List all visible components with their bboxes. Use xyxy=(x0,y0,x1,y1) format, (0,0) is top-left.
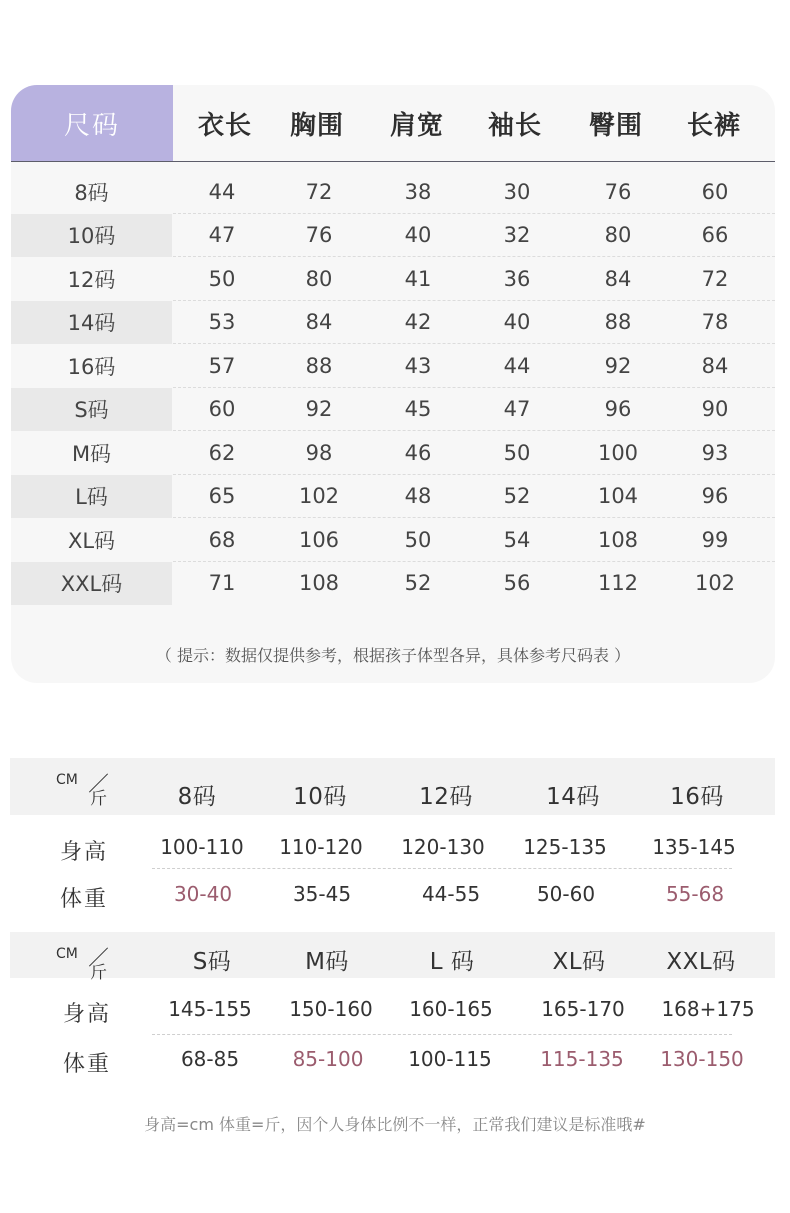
height-range: 150-160 xyxy=(289,997,373,1021)
height-range: 110-120 xyxy=(279,835,363,859)
weight-range: 44-55 xyxy=(421,882,481,906)
measurement-cell: 99 xyxy=(701,527,729,552)
measurement-cell: 80 xyxy=(305,266,333,291)
unit-jin-label: 斤 xyxy=(90,789,107,809)
weight-range: 130-150 xyxy=(660,1047,744,1071)
size-label: 8码 xyxy=(177,784,217,810)
table-row xyxy=(11,562,775,606)
measurement-cell: 84 xyxy=(305,310,333,335)
measurement-cell: 50 xyxy=(404,527,432,552)
measurement-cell: 104 xyxy=(597,484,639,509)
size-table-body xyxy=(11,170,775,605)
size-cell: 12码 xyxy=(67,267,116,292)
size-label: M码 xyxy=(305,949,349,975)
table-row xyxy=(11,475,775,519)
table-row xyxy=(11,214,775,258)
measurement-cell: 40 xyxy=(503,310,531,335)
size-label: 14码 xyxy=(546,784,600,810)
measurement-cell: 40 xyxy=(404,223,432,248)
measurement-cell: 102 xyxy=(694,571,736,596)
weight-range: 50-60 xyxy=(536,882,596,906)
measurement-cell: 46 xyxy=(404,440,432,465)
height-range: 160-165 xyxy=(409,997,493,1021)
weight-range: 100-115 xyxy=(408,1047,492,1071)
measurement-cell: 41 xyxy=(404,266,432,291)
measurement-cell: 65 xyxy=(208,484,236,509)
unit-jin-label: 斤 xyxy=(90,963,107,983)
measurement-cell: 32 xyxy=(503,223,531,248)
size-cell: M码 xyxy=(71,441,112,466)
size-cell: 8码 xyxy=(74,180,109,205)
measurement-cell: 96 xyxy=(701,484,729,509)
measurement-cell: 102 xyxy=(298,484,340,509)
measurement-cell: 60 xyxy=(208,397,236,422)
column-header-length: 衣长 xyxy=(197,110,252,141)
size-cell: XL码 xyxy=(67,528,116,553)
table-row xyxy=(11,518,775,562)
measurement-cell: 62 xyxy=(208,440,236,465)
measurement-cell: 38 xyxy=(404,179,432,204)
measurement-cell: 50 xyxy=(208,266,236,291)
weight-range: 55-68 xyxy=(665,882,725,906)
column-header-sleeve: 袖长 xyxy=(487,110,542,141)
weight-range: 35-45 xyxy=(292,882,352,906)
measurement-cell: 96 xyxy=(604,397,632,422)
measurement-cell: 43 xyxy=(404,353,432,378)
measurement-cell: 66 xyxy=(701,223,729,248)
measurement-cell: 100 xyxy=(597,440,639,465)
measurement-cell: 78 xyxy=(701,310,729,335)
measurement-cell: 76 xyxy=(604,179,632,204)
weight-range: 115-135 xyxy=(540,1047,624,1071)
column-header-pants: 长裤 xyxy=(686,110,741,141)
measurement-cell: 45 xyxy=(404,397,432,422)
measurement-cell: 52 xyxy=(404,571,432,596)
height-label: 身高 xyxy=(60,840,109,865)
size-cell: 14码 xyxy=(11,301,172,345)
column-header-hip: 臀围 xyxy=(588,110,643,141)
measurement-cell: 44 xyxy=(503,353,531,378)
table-row xyxy=(11,388,775,432)
size-cell: 16码 xyxy=(67,354,116,379)
height-range: 145-155 xyxy=(168,997,252,1021)
table-row xyxy=(11,301,775,345)
measurement-cell: 106 xyxy=(298,527,340,552)
column-header-shoulder: 肩宽 xyxy=(389,110,444,141)
measurement-cell: 30 xyxy=(503,179,531,204)
size-label: L 码 xyxy=(429,949,475,975)
size-label: S码 xyxy=(192,949,232,975)
measurement-cell: 93 xyxy=(701,440,729,465)
measurement-cell: 53 xyxy=(208,310,236,335)
measurement-cell: 42 xyxy=(404,310,432,335)
table-row xyxy=(11,170,775,214)
weight-range: 30-40 xyxy=(173,882,233,906)
size-cell: L码 xyxy=(11,475,172,519)
measurement-cell: 92 xyxy=(604,353,632,378)
measurement-cell: 68 xyxy=(208,527,236,552)
height-label: 身高 xyxy=(63,1002,112,1027)
height-range: 125-135 xyxy=(523,835,607,859)
size-cell: 10码 xyxy=(11,214,172,258)
size-table-note: （ 提示：数据仅提供参考，根据孩子体型各异，具体参考尺码表 ） xyxy=(155,646,631,665)
measurement-cell: 80 xyxy=(604,223,632,248)
height-range: 100-110 xyxy=(160,835,244,859)
size-label: XL码 xyxy=(552,949,606,975)
measurement-cell: 44 xyxy=(208,179,236,204)
height-range: 165-170 xyxy=(541,997,625,1021)
measurement-cell: 56 xyxy=(503,571,531,596)
unit-cm-label: CM xyxy=(56,946,78,962)
table-row xyxy=(11,344,775,388)
table-row xyxy=(11,257,775,301)
measurement-cell: 50 xyxy=(503,440,531,465)
measurement-cell: 54 xyxy=(503,527,531,552)
measurement-cell: 47 xyxy=(208,223,236,248)
weight-range: 68-85 xyxy=(180,1047,240,1071)
size-label: 10码 xyxy=(293,784,347,810)
measurement-cell: 60 xyxy=(701,179,729,204)
footer-note: 身高=cm 体重=斤，因个人身体比例不一样，正常我们建议是标准哦# xyxy=(144,1115,646,1134)
unit-cm-label: CM xyxy=(56,772,78,788)
size-cell: XXL码 xyxy=(11,562,172,606)
weight-label: 体重 xyxy=(60,887,109,912)
row-divider xyxy=(152,868,732,869)
height-range: 168+175 xyxy=(661,997,755,1021)
size-table-header xyxy=(11,85,775,162)
measurement-cell: 72 xyxy=(305,179,333,204)
measurement-cell: 88 xyxy=(604,310,632,335)
measurement-cell: 72 xyxy=(701,266,729,291)
size-label: XXL码 xyxy=(666,949,736,975)
measurement-cell: 48 xyxy=(404,484,432,509)
measurement-cell: 112 xyxy=(597,571,639,596)
measurement-cell: 108 xyxy=(597,527,639,552)
measurement-cell: 88 xyxy=(305,353,333,378)
measurement-cell: 76 xyxy=(305,223,333,248)
measurement-cell: 84 xyxy=(604,266,632,291)
size-column-header: 尺码 xyxy=(11,85,173,161)
size-measurement-card xyxy=(11,85,775,683)
table-row xyxy=(11,431,775,475)
height-range: 135-145 xyxy=(652,835,736,859)
column-header-chest: 胸围 xyxy=(289,110,344,141)
measurement-cell: 90 xyxy=(701,397,729,422)
measurement-cell: 36 xyxy=(503,266,531,291)
measurement-cell: 57 xyxy=(208,353,236,378)
row-divider xyxy=(152,1034,732,1035)
size-label: 16码 xyxy=(670,784,724,810)
height-range: 120-130 xyxy=(401,835,485,859)
weight-label: 体重 xyxy=(63,1052,112,1077)
measurement-cell: 71 xyxy=(208,571,236,596)
measurement-cell: 98 xyxy=(305,440,333,465)
measurement-cell: 92 xyxy=(305,397,333,422)
measurement-cell: 108 xyxy=(298,571,340,596)
measurement-cell: 47 xyxy=(503,397,531,422)
weight-range: 85-100 xyxy=(292,1047,364,1071)
measurement-cell: 52 xyxy=(503,484,531,509)
size-label: 12码 xyxy=(419,784,473,810)
measurement-cell: 84 xyxy=(701,353,729,378)
size-cell: S码 xyxy=(11,388,172,432)
